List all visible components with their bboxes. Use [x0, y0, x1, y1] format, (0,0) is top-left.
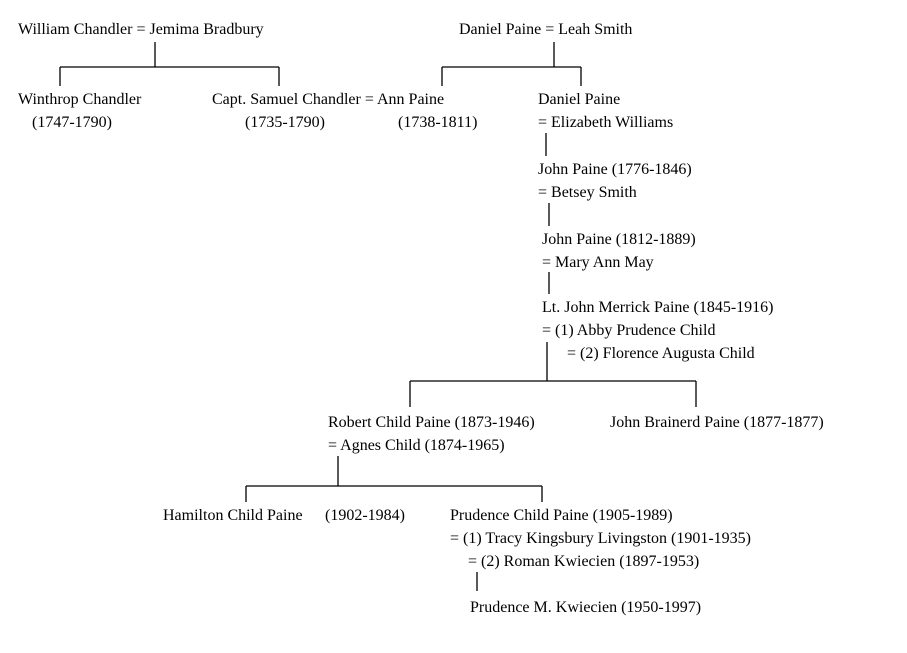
merrick-spouse-2: = (2) Florence Augusta Child: [567, 345, 755, 362]
daniel-name: Daniel Paine: [538, 91, 621, 108]
merrick-spouse-1: = (1) Abby Prudence Child: [542, 322, 716, 339]
chandler-parents-couple: William Chandler = Jemima Bradbury: [18, 21, 264, 38]
robert-spouse: = Agnes Child (1874-1965): [328, 437, 505, 454]
robert-name: Robert Child Paine (1873-1946): [328, 414, 535, 431]
prudence-name: Prudence Child Paine (1905-1989): [450, 507, 673, 524]
ann-dates: (1738-1811): [398, 114, 478, 131]
john2-spouse: = Mary Ann May: [542, 254, 654, 271]
samuel-ann-couple: Capt. Samuel Chandler = Ann Paine: [212, 91, 445, 108]
hamilton-name: Hamilton Child Paine: [163, 507, 303, 524]
merrick-name: Lt. John Merrick Paine (1845-1916): [542, 299, 774, 316]
brainerd-name: John Brainerd Paine (1877-1877): [610, 414, 824, 431]
prudence-spouse-1: = (1) Tracy Kingsbury Livingston (1901-1935): [450, 530, 752, 547]
winthrop-name: Winthrop Chandler: [18, 91, 142, 108]
john2-name: John Paine (1812-1889): [542, 231, 696, 248]
hamilton-dates: (1902-1984): [325, 507, 405, 524]
john1-spouse: = Betsey Smith: [538, 184, 637, 201]
daniel-spouse: = Elizabeth Williams: [538, 114, 674, 131]
winthrop-dates: (1747-1790): [32, 114, 112, 131]
john1-name: John Paine (1776-1846): [538, 161, 692, 178]
prudence-m-name: Prudence M. Kwiecien (1950-1997): [470, 599, 702, 616]
paine-parents-couple: Daniel Paine = Leah Smith: [459, 21, 633, 38]
samuel-dates: (1735-1790): [245, 114, 325, 131]
prudence-spouse-2: = (2) Roman Kwiecien (1897-1953): [468, 553, 700, 570]
